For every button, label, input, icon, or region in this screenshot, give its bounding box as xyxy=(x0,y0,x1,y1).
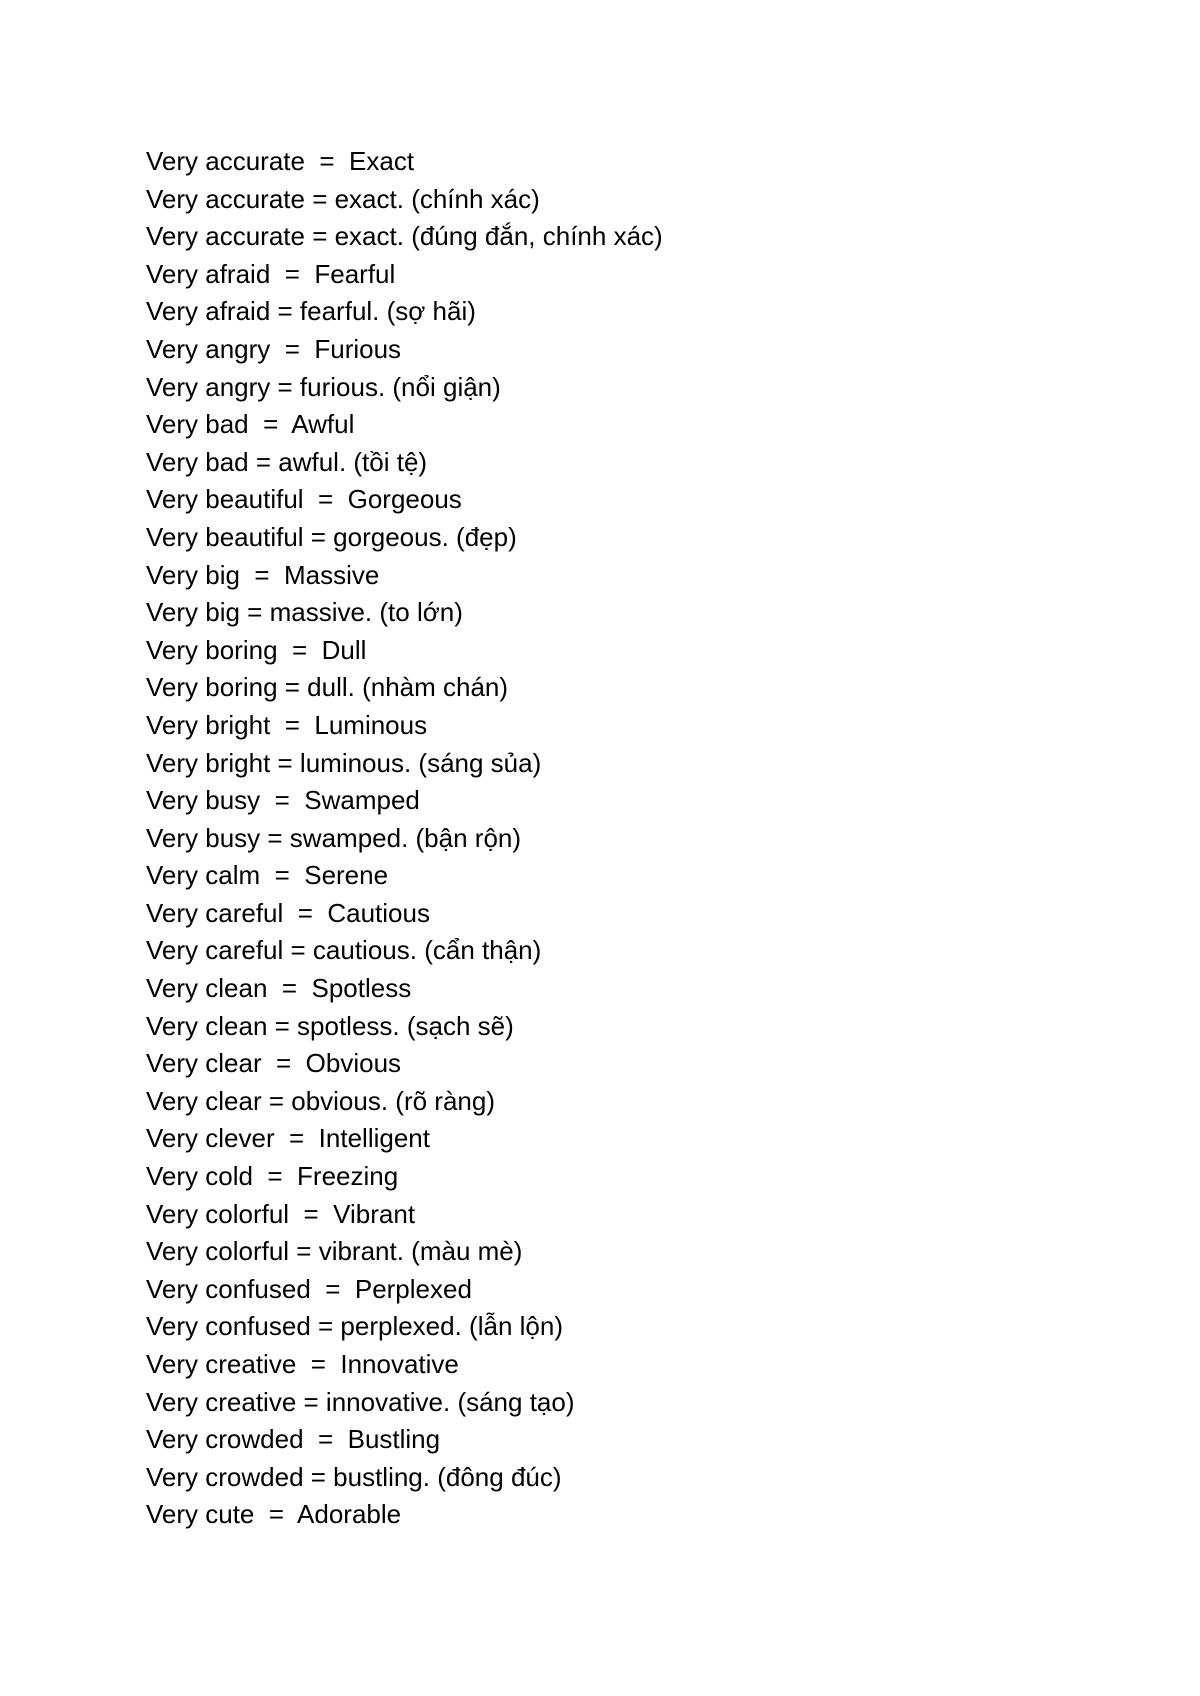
list-item: Very colorful = Vibrant xyxy=(146,1198,416,1229)
list-item: Very crowded = bustling. (đông đúc) xyxy=(146,1461,562,1492)
list-item: Very bright = luminous. (sáng sủa) xyxy=(146,747,542,778)
list-item: Very confused = Perplexed xyxy=(146,1273,472,1304)
list-item: Very cute = Adorable xyxy=(146,1499,402,1530)
list-item: Very clean = spotless. (sạch sẽ) xyxy=(146,1010,514,1041)
list-item: Very big = massive. (to lớn) xyxy=(146,597,463,628)
list-item: Very bad = awful. (tồi tệ) xyxy=(146,446,428,477)
list-item: Very boring = dull. (nhàm chán) xyxy=(146,672,509,703)
list-item: Very clear = obvious. (rõ ràng) xyxy=(146,1085,495,1116)
list-item: Very colorful = vibrant. (màu mè) xyxy=(146,1236,523,1267)
vocabulary-list xyxy=(146,143,1146,1534)
list-item: Very accurate = exact. (chính xác) xyxy=(146,183,540,214)
list-item: Very accurate = Exact xyxy=(146,146,415,176)
list-item: Very angry = Furious xyxy=(146,333,402,364)
list-item: Very afraid = Fearful xyxy=(146,258,396,289)
list-item: Very clean = Spotless xyxy=(146,973,412,1004)
list-item: Very calm = Serene xyxy=(146,860,389,891)
list-item: Very bad = Awful xyxy=(146,409,355,440)
list-item: Very boring = Dull xyxy=(146,634,367,665)
list-item: Very big = Massive xyxy=(146,559,380,590)
list-item: Very creative = Innovative xyxy=(146,1349,459,1379)
list-item: Very cold = Freezing xyxy=(146,1161,399,1192)
list-item: Very clever = Intelligent xyxy=(146,1123,430,1154)
list-item: Very beautiful = gorgeous. (đẹp) xyxy=(146,521,517,552)
list-item: Very accurate = exact. (đúng đắn, chính xác) xyxy=(146,221,663,252)
list-item: Very busy = Swamped xyxy=(146,785,420,816)
list-item: Very busy = swamped. (bận rộn) xyxy=(146,822,522,853)
list-item: Very crowded = Bustling xyxy=(146,1424,441,1455)
list-item: Very clear = Obvious xyxy=(146,1048,402,1079)
list-item: Very creative = innovative. (sáng tạo) xyxy=(146,1386,575,1417)
list-item: Very careful = Cautious xyxy=(146,897,430,928)
list-item: Very careful = cautious. (cẩn thận) xyxy=(146,935,542,966)
list-item: Very confused = perplexed. (lẫn lộn) xyxy=(146,1311,563,1342)
list-item: Very bright = Luminous xyxy=(146,709,428,740)
list-item: Very afraid = fearful. (sợ hãi) xyxy=(146,296,476,327)
list-item: Very beautiful = Gorgeous xyxy=(146,484,462,515)
list-item: Very angry = furious. (nổi giận) xyxy=(146,371,501,402)
